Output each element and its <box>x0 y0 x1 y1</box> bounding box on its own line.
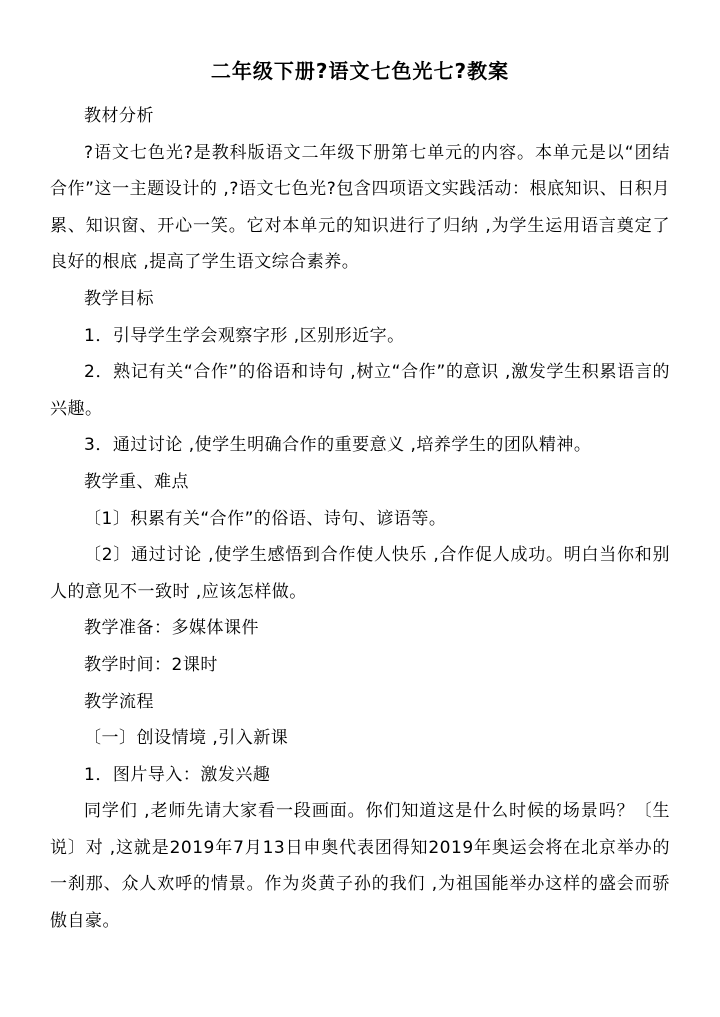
paragraph-introduction: 同学们 ,老师先请大家看一段画面。你们知道这是什么时候的场景吗？〔生说〕对 ,这就是2019年7月13日申奥代表团得知2019年奥运会将在北京举办的一刹那、众人欢呼的情景。作为炎黄子孙的我们 ,为祖国能举办这样的盛会而骄傲自豪。 <box>50 801 670 932</box>
teaching-time: 教学时间：2课时 <box>84 654 218 675</box>
goal-item-2: 2．熟记有关“合作”的俗语和诗句 ,树立“合作”的意识 ,激发学生积累语言的兴趣。 <box>50 362 670 419</box>
goal-item-1: 1．引导学生学会观察字形 ,区别形近字。 <box>84 325 405 346</box>
heading-teaching-process: 教学流程 <box>84 691 154 712</box>
paragraph-textbook-analysis: ?语文七色光?是教科版语文二年级下册第七单元的内容。本单元是以“团结合作”这一主题设计的 ,?语文七色光?包含四项语文实践活动：根底知识、日积月累、知识窗、开心一笑。它对本单元的知识进行了归纳 ,为学生运用语言奠定了良好的根底 ,提高了学生语文综合素养。 <box>50 142 670 273</box>
process-substep-1: 1．图片导入：激发兴趣 <box>84 764 271 785</box>
goal-item-3: 3．通过讨论 ,使学生明确合作的重要意义 ,培养学生的团队精神。 <box>84 435 592 456</box>
heading-textbook-analysis: 教材分析 <box>84 106 154 126</box>
teaching-preparation: 教学准备：多媒体课件 <box>84 618 259 639</box>
process-step-1: 〔一〕创设情境 ,引入新课 <box>84 728 289 749</box>
heading-teaching-goals: 教学目标 <box>84 288 154 309</box>
document-title: 二年级下册?语文七色光七?教案 <box>210 59 510 83</box>
key-point-1: 〔1〕积累有关“合作”的俗语、诗句、谚语等。 <box>84 508 447 529</box>
key-point-2: 〔2〕通过讨论 ,使学生感悟到合作使人快乐 ,合作促人成功。明白当你和别人的意见不一致时 ,应该怎样做。 <box>50 545 670 602</box>
heading-key-difficult-points: 教学重、难点 <box>84 471 189 492</box>
